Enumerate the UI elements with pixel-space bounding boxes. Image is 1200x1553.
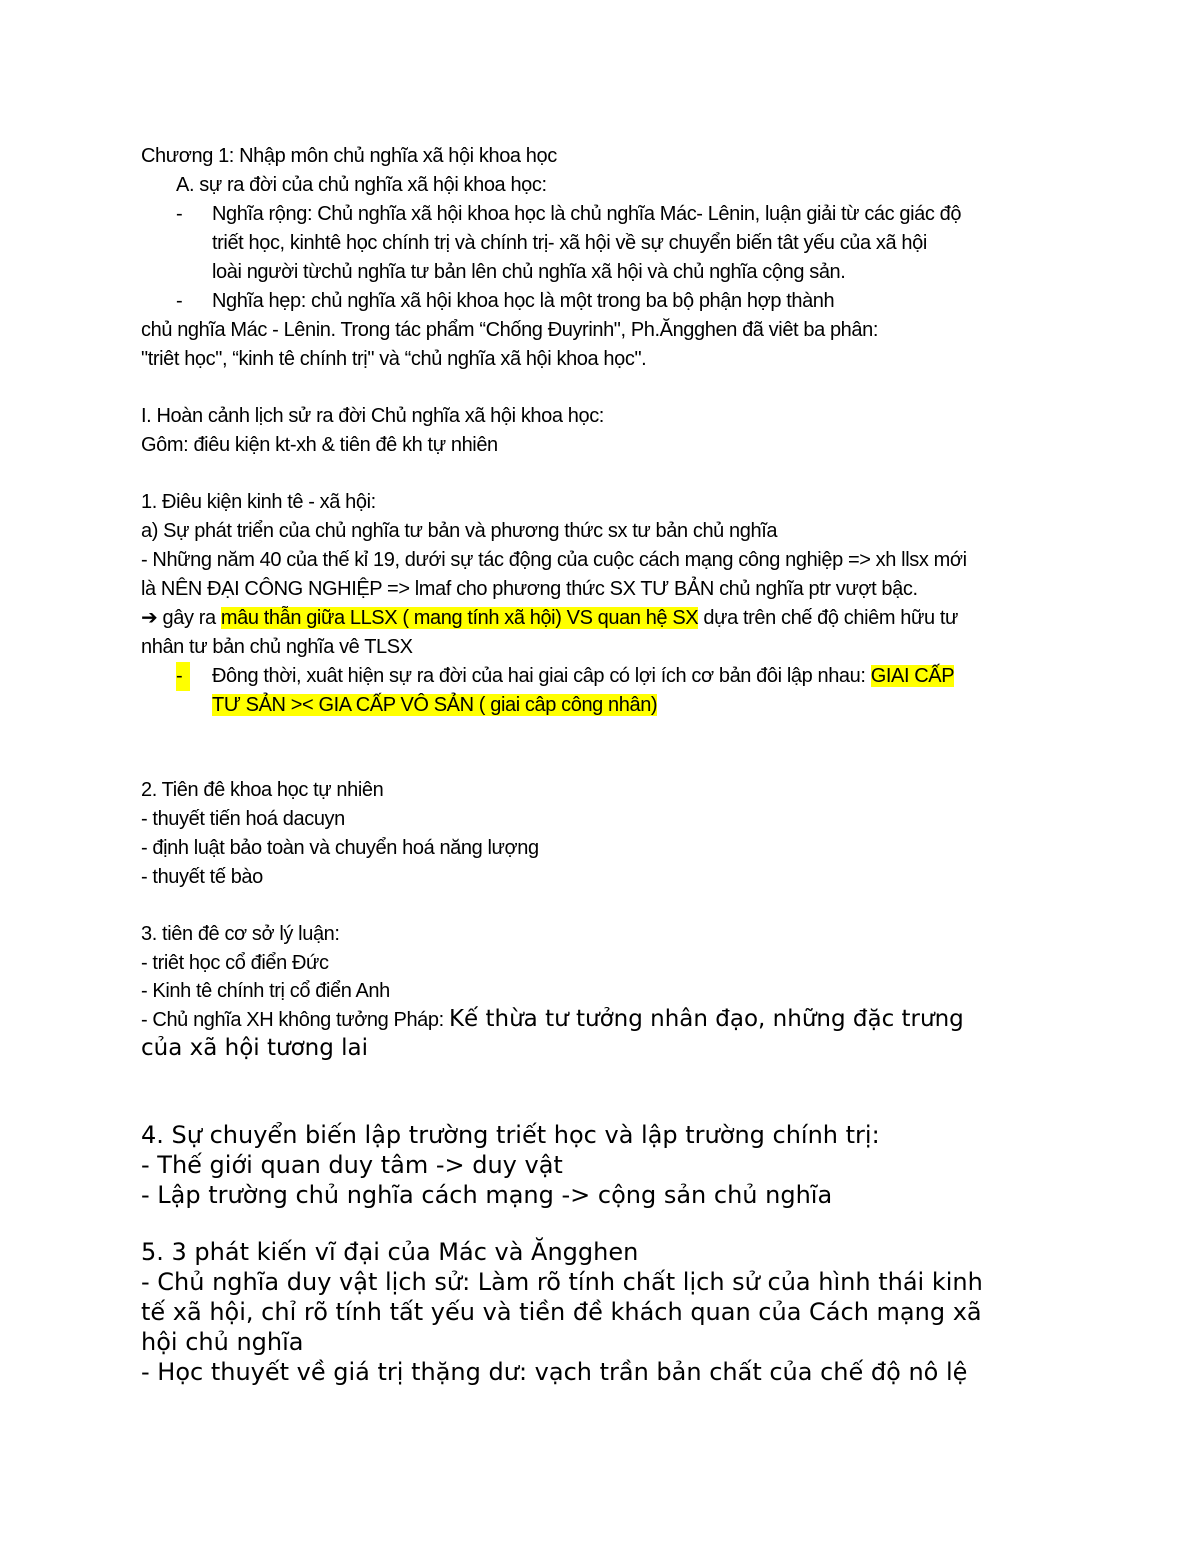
part-1-class-line	[212, 691, 657, 720]
list-item: - triêt học cổ điển Đức	[141, 952, 329, 974]
part-5-line: hội chủ nghĩa	[141, 1328, 304, 1356]
class-line-plain: Đông thời, xuât hiện sự ra đời của hai giai câp có lợi ích cơ bản đôi lập nhau:	[212, 665, 871, 687]
part-5-title: 3 phát kiến vĩ đại của Mác và Ăngghen	[163, 1238, 639, 1266]
section-i-subtitle: Gôm: điêu kiện kt-xh & tiên đê kh tự nhiên	[141, 434, 498, 456]
list-item-continuation: của xã hội tương lai	[141, 1035, 369, 1061]
highlighted-contradiction: mâu thẫn giữa LLSX ( mang tính xã hội) VS quan hệ SX	[220, 607, 699, 629]
part-4-number: 4.	[141, 1121, 164, 1149]
part-1-line: là NÊN ĐẠI CÔNG NGHIỆP => lmaf cho phương thức SX TƯ BẢN chủ nghĩa ptr vượt bậc.	[141, 578, 918, 600]
utopian-prefix: - Chủ nghĩa XH không tưởng Pháp:	[141, 1009, 449, 1031]
list-item: - Kinh tê chính trị cổ điển Anh	[141, 980, 390, 1002]
section-i-heading: I. Hoàn cảnh lịch sử ra đời Chủ nghĩa xã hội khoa học:	[141, 405, 604, 427]
part-5-number: 5.	[141, 1238, 164, 1266]
narrow-meaning-line: chủ nghĩa Mác - Lênin. Trong tác phẩm “Chống Đuyrinh", Ph.Ăngghen đã viêt ba phân:	[141, 319, 879, 341]
list-item	[141, 1004, 964, 1035]
part-5-line: - Học thuyết về giá trị thặng dư: vạch trần bản chất của chế độ nô lệ	[141, 1358, 968, 1386]
part-1-class-line	[212, 662, 954, 691]
chapter-title: Chương 1: Nhập môn chủ nghĩa xã hội khoa học	[141, 145, 557, 167]
broad-meaning-line: triết học, kinhtê học chính trị và chính trị- xã hội về sự chuyển biến tât yếu của xã hội	[212, 232, 927, 254]
part-5-line: tế xã hội, chỉ rõ tính tất yếu và tiền đề khách quan của Cách mạng xã	[141, 1298, 982, 1326]
part-5-heading	[141, 1237, 638, 1267]
part-1-line: - Những năm 40 của thế kỉ 19, dưới sự tác động của cuộc cách mạng công nghiệp => xh llsx mới	[141, 549, 967, 571]
section-a-heading: A. sự ra đời của chủ nghĩa xã hội khoa học:	[176, 174, 547, 196]
part-4-title: Sự chuyển biến lập trường triết học và lập trường chính trị:	[163, 1121, 880, 1149]
arrow-prefix: ➔ gây ra	[141, 607, 221, 629]
list-item: - Lập trường chủ nghĩa cách mạng -> cộng sản chủ nghĩa	[141, 1181, 833, 1209]
bullet-marker: -	[176, 290, 183, 312]
part-1-arrow-line	[141, 604, 958, 633]
part-1-heading: 1. Điêu kiện kinh tê - xã hội:	[141, 491, 376, 513]
utopian-suffix: Kế thừa tư tưởng nhân đạo, những đặc trưng	[448, 1006, 964, 1032]
part-3-heading: 3. tiên đê cơ sở lý luận:	[141, 923, 340, 945]
narrow-meaning-line: "triêt học", “kinh tê chính trị" và “chủ nghĩa xã hội khoa học".	[141, 348, 647, 370]
part-4-heading	[141, 1120, 880, 1150]
part-1-line: a) Sự phát triển của chủ nghĩa tư bản và phương thức sx tư bản chủ nghĩa	[141, 520, 778, 542]
list-item: - định luật bảo toàn và chuyển hoá năng lượng	[141, 837, 539, 859]
part-5-line: - Chủ nghĩa duy vật lịch sử: Làm rõ tính chất lịch sử của hình thái kinh	[141, 1268, 983, 1296]
list-item: - Thế giới quan duy tâm -> duy vật	[141, 1151, 563, 1179]
highlighted-class-term: GIAI CẤP	[870, 665, 955, 687]
broad-meaning-line: loài người từchủ nghĩa tư bản lên chủ nghĩa xã hội và chủ nghĩa cộng sản.	[212, 261, 846, 283]
highlighted-class-term: TƯ SẢN >< GIA CẤP VÔ SẢN ( giai câp công nhân)	[212, 694, 658, 716]
part-1-line: nhân tư bản chủ nghĩa vê TLSX	[141, 636, 413, 658]
narrow-meaning-line: Nghĩa hẹp: chủ nghĩa xã hội khoa học là một trong ba bộ phận hợp thành	[212, 290, 835, 312]
arrow-suffix: dựa trên chế độ chiêm hữu tư	[698, 607, 959, 629]
highlighted-bullet-marker: -	[176, 662, 190, 691]
list-item: - thuyết tiến hoá dacuyn	[141, 808, 345, 830]
broad-meaning-line: Nghĩa rộng: Chủ nghĩa xã hội khoa học là chủ nghĩa Mác- Lênin, luận giải từ các giác độ	[212, 203, 962, 225]
bullet-marker: -	[176, 203, 183, 225]
list-item: - thuyết tế bào	[141, 866, 263, 888]
part-2-heading: 2. Tiên đê khoa học tự nhiên	[141, 779, 384, 801]
